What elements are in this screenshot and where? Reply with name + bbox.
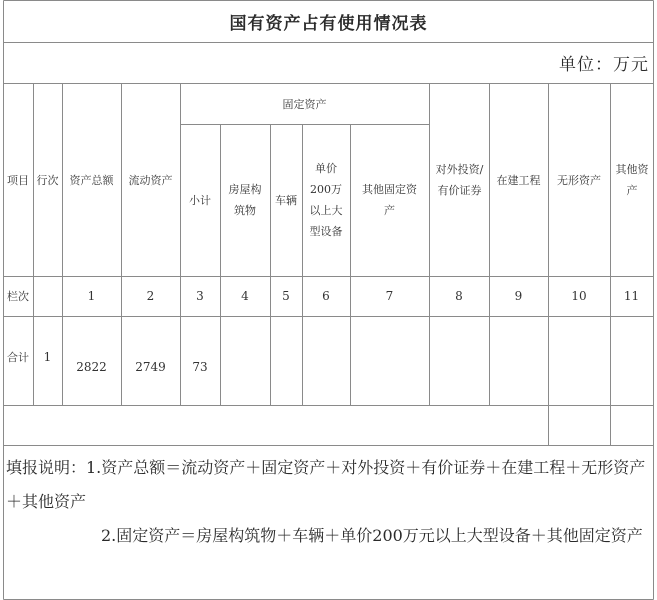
header-vehicles: 车辆 [275,193,297,207]
header-investments: 对外投资/有价证券 [435,163,484,197]
table-title: 国有资产占有使用情况表 [229,13,428,34]
column-index-2: 2 [146,289,155,303]
instruction-2: 2.固定资产＝房屋构筑物＋车辆＋单价200万元以上大型设备＋其他固定资产 [101,526,643,545]
current-assets-value: 2749 [135,359,166,374]
column-index-1: 1 [87,289,96,303]
column-index-5: 5 [282,289,290,303]
header-large-equipment: 单价200万以上大型设备 [309,162,343,238]
instruction-1: 填报说明：1.资产总额＝流动资产＋固定资产＋对外投资＋有价证券＋在建工程＋无形资产＋其他资产 [6,458,646,511]
column-index-8: 8 [455,289,463,303]
column-index-label: 栏次 [7,290,29,303]
total-row-no: 1 [43,349,52,364]
header-buildings: 房屋构筑物 [228,183,262,217]
header-fixed-assets: 固定资产 [282,97,327,111]
column-index-9: 9 [514,289,523,303]
unit-label: 单位：万元 [559,54,649,75]
column-index-10: 10 [571,289,587,303]
header-other-assets: 其他资产 [615,163,649,197]
total-assets-value: 2822 [76,359,107,374]
header-construction: 在建工程 [496,173,541,187]
header-row-no: 行次 [36,173,59,187]
column-index-11: 11 [623,289,640,303]
fixed-subtotal-value: 73 [192,359,208,374]
column-index-7: 7 [385,289,394,303]
filling-instructions [6,451,646,553]
header-item: 项目 [7,173,29,187]
header-current-assets: 流动资产 [128,173,173,187]
column-index-3: 3 [196,289,204,303]
header-total-assets: 资产总额 [69,173,114,187]
column-index-4: 4 [241,289,249,303]
header-other-fixed: 其他固定资产 [362,183,417,217]
header-subtotal: 小计 [189,193,211,207]
column-index-6: 6 [322,289,330,303]
total-row-label: 合计 [7,350,29,364]
header-intangible: 无形资产 [557,173,601,187]
